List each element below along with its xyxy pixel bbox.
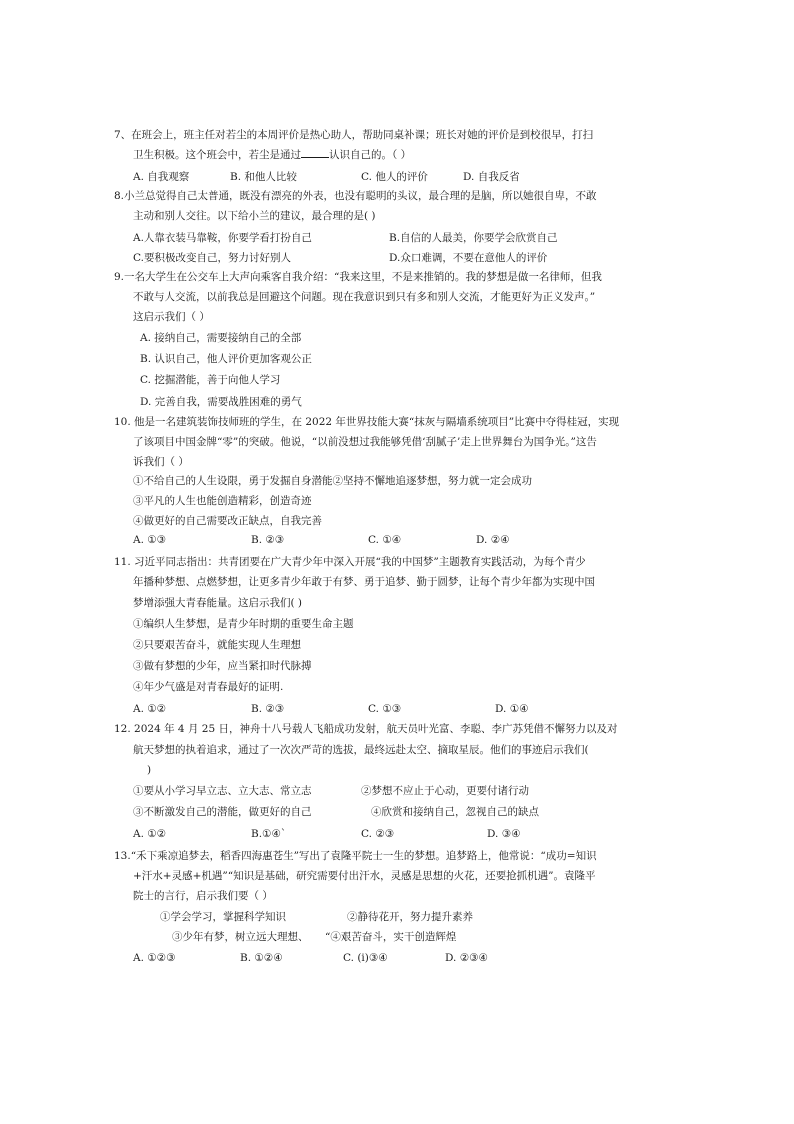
option-d: D. ②④ [476, 534, 510, 546]
option-b: B. 认识自己，他人评价更加客观公正 [140, 353, 312, 365]
option-d: D. 完善自我，需要战胜困难的勇气 [140, 396, 302, 408]
question-7-line-1: 7、在班会上，班主任对若尘的本周评价是热心助人，帮助同桌补课；班长对她的评价是到校很早，打扫 [114, 129, 594, 141]
option-a: A. ①②③ [133, 952, 176, 964]
option-a: A. 接纳自己，需要接纳自己的全部 [140, 332, 302, 344]
question-9-line-3: 这启示我们（ ） [133, 311, 210, 323]
option-a: A. ①② [133, 703, 167, 715]
option-b: B. 和他人比较 [230, 171, 297, 183]
option-b: B.①④` [251, 828, 287, 840]
question-7-text-before-blank: 卫生积极。这个班会中，若尘是通过 [133, 149, 301, 161]
option-c: C. ①③ [368, 703, 402, 715]
question-10-line-3: 诉我们（ ） [133, 456, 189, 468]
option-a: A. ①③ [133, 534, 167, 546]
statement-3: ③少年有梦，树立远大理想、 [172, 931, 309, 943]
question-13-line-1: 13.“禾下乘凉追梦去，稻香四海惠苍生”写出了袁隆平院士一生的梦想。追梦路上，他常说：“成功=知识 [114, 850, 597, 862]
question-11-line-2: 年播种梦想、点燃梦想，让更多青少年敢于有梦、勇于追梦、勤于圆梦，让每个青少年都为实现中国 [133, 576, 595, 588]
statement-2: ②只要艰苦奋斗，就能实现人生理想 [133, 639, 301, 651]
option-d: D. ②③④ [445, 952, 488, 964]
statement-2: ②静待花开，努力提升素养 [347, 911, 473, 923]
question-13-line-2: +汗水+灵感+机遇”“知识是基础，研究需要付出汗水，灵感是思想的火花，还要抢抓机遇”。袁隆平 [133, 870, 596, 882]
option-c: C. (i)③④ [343, 952, 388, 964]
question-12-line-2: 航天梦想的执着追求，通过了一次次严苛的选拔，最终远赴太空、摘取星辰。他们的事迹启示我们( [133, 744, 589, 756]
option-a: A.人靠衣装马靠鞍，你要学看打扮自己 [133, 232, 312, 244]
option-c: C. 挖掘潜能，善于向他人学习 [140, 374, 281, 386]
statement-4: “④艰苦奋斗，实干创造辉煌 [325, 931, 457, 943]
statement-3: ③做有梦想的少年，应当紧扣时代脉搏 [133, 660, 312, 672]
option-c: C. ②③ [361, 828, 395, 840]
option-b: B. ①②④ [240, 952, 283, 964]
statement-1: ①学会学习，掌握科学知识 [160, 911, 286, 923]
option-b: B. ②③ [251, 534, 285, 546]
option-d: D. 自我反省 [463, 171, 520, 183]
statement-1: ①编织人生梦想，是青少年时期的重要生命主题 [133, 618, 354, 630]
statement-4: ④做更好的自己需要改正缺点，自我完善 [133, 515, 322, 527]
statement-3: ③平凡的人生也能创造精彩，创造奇迹 [133, 495, 312, 507]
question-10-line-2: 了该项目中国金牌“零”的突破。他说，“以前没想过我能够凭借‘刮腻子’走上世界舞台为国争光。”这告 [133, 436, 597, 448]
question-10-line-1: 10. 他是一名建筑装饰技师班的学生，在 2022 年世界技能大赛“抹灰与隔墙系统项目”比赛中夺得桂冠，实现 [114, 416, 620, 428]
option-c: C. 他人的评价 [361, 171, 428, 183]
statement-2: ②梦想不应止于心动，更要付诸行动 [361, 785, 529, 797]
option-d: D. ③④ [487, 828, 521, 840]
question-12-line-3: ) [147, 764, 152, 776]
option-a: A. ①② [133, 828, 167, 840]
answer-blank [301, 147, 329, 158]
question-8-line-1: 8.小兰总觉得自己太普通，既没有漂亮的外表，也没有聪明的头议，最合理的是脑，所以她很自卑，不敢 [114, 190, 597, 202]
option-c: C.要积极改变自己，努力讨好别人 [133, 252, 291, 264]
option-c: C. ①④ [368, 534, 402, 546]
statement-3: ③不断激发自己的潜能，做更好的自己 [133, 806, 312, 818]
statement-4: ④年少气盛是对青春最好的证明. [133, 681, 284, 693]
option-d: D. ①④ [495, 703, 529, 715]
statement-4: ④欣赏和接纳自己，忽视自己的缺点 [371, 806, 539, 818]
question-12-line-1: 12. 2024 年 4 月 25 日，神舟十八号载人飞船成功发射，航天员叶光富、李聪、李广苏凭借不懈努力以及对 [114, 723, 618, 735]
question-13-line-3: 院士的言行，启示我们要（ ） [133, 890, 273, 902]
question-7-text-after-blank: 认识自己的。（ ） [329, 149, 412, 161]
statement-1: ①要从小学习早立志、立大志、常立志 [133, 785, 312, 797]
question-9-line-1: 9.一名大学生在公交车上大声向乘客自我介绍：“我来这里，不是来推销的。我的梦想是做一名律师，但我 [114, 271, 602, 283]
question-7-line-2 [133, 147, 411, 162]
question-11-line-1: 11. 习近平同志指出：共青团要在广大青少年中深入开展“我的中国梦”主题教育实践活动，为每个青少 [114, 556, 586, 568]
question-11-line-3: 梦增添强大青春能量。这启示我们( ) [133, 597, 303, 609]
option-d: D.众口难调，不要在意他人的评价 [389, 252, 548, 264]
statement-1-2: ①不给自己的人生设限，勇于发掘自身潜能②坚持不懈地追逐梦想，努力就一定会成功 [133, 475, 532, 487]
question-8-line-2: 主动和别人交往。以下给小兰的建议，最合理的是( ) [133, 210, 376, 222]
question-9-line-2: 不敢与人交流，以前我总是回避这个问题。现在我意识到只有多和别人交流，才能更好为正义发声。” [133, 291, 596, 303]
option-b: B. ②③ [251, 703, 285, 715]
option-a: A. 自我观察 [133, 171, 190, 183]
option-b: B.自信的人最美，你要学会欣赏自己 [389, 232, 558, 244]
